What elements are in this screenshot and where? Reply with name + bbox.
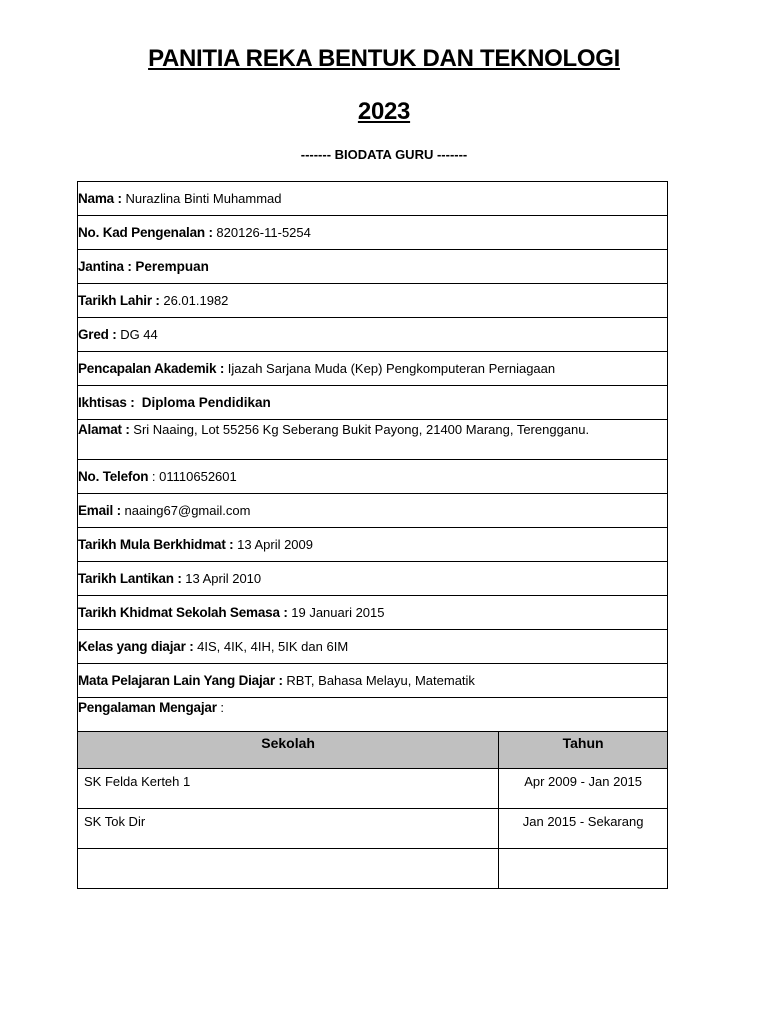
field-value: : 01110652601 (151, 468, 237, 484)
column-header-sekolah: Sekolah (78, 732, 499, 769)
section-subtitle: ------- BIODATA GURU ------- (300, 147, 468, 162)
field-label: Kelas yang diajar : (78, 638, 194, 654)
field-label: Email : (78, 502, 121, 518)
field-label: Tarikh Lantikan : (78, 570, 182, 586)
field-value: DG 44 (120, 326, 158, 342)
field-label: Mata Pelajaran Lain Yang Diajar : (78, 672, 283, 688)
field-label: Nama : (78, 190, 122, 206)
field-label: No. Kad Pengenalan : (78, 224, 213, 240)
field-value: Sri Naaing, Lot 55256 Kg Seberang Bukit Payong, 21400 Marang, Terengganu. (133, 422, 590, 437)
field-value: Ijazah Sarjana Muda (Kep) Pengkomputeran Perniagaan (227, 360, 556, 376)
cell-sekolah: SK Felda Kerteh 1 (78, 769, 499, 809)
field-label: Ikhtisas : (78, 394, 135, 410)
cell-sekolah (78, 849, 499, 889)
field-row-mula-berkhidmat (78, 528, 668, 562)
field-value: Nurazlina Binti Muhammad (125, 190, 282, 206)
field-row-telefon (78, 460, 668, 494)
field-row-alamat (78, 420, 668, 460)
page-year: 2023 (357, 98, 411, 125)
field-row-ikhtisas (78, 386, 668, 420)
cell-sekolah: SK Tok Dir (78, 809, 499, 849)
cell-tahun (499, 849, 668, 889)
column-header-tahun: Tahun (499, 732, 668, 769)
table-row (78, 849, 668, 889)
field-row-mata-pelajaran (78, 664, 668, 698)
field-row-kad-pengenalan (78, 216, 668, 250)
field-value: RBT, Bahasa Melayu, Matematik (286, 672, 475, 688)
field-label: Pencapalan Akademik : (78, 360, 225, 376)
field-label: Tarikh Khidmat Sekolah Semasa : (78, 604, 288, 620)
field-value: Diploma Pendidikan (141, 394, 271, 410)
page-title: PANITIA REKA BENTUK DAN TEKNOLOGI (148, 45, 620, 72)
field-label: Tarikh Lahir : (78, 292, 160, 308)
field-row-pencapaian (78, 352, 668, 386)
field-value: 13 April 2010 (185, 570, 262, 586)
field-label: Gred : (78, 326, 117, 342)
field-label: Alamat : (78, 422, 130, 437)
field-value: 4IS, 4IK, 4IH, 5IK dan 6IM (197, 638, 349, 654)
field-value: Perempuan (135, 258, 209, 274)
field-value: 19 Januari 2015 (291, 604, 385, 620)
biodata-table (77, 181, 668, 734)
experience-table (77, 731, 668, 889)
field-value: 820126-11-5254 (216, 224, 311, 240)
table-row (78, 769, 668, 809)
cell-tahun: Apr 2009 - Jan 2015 (499, 769, 668, 809)
field-row-email (78, 494, 668, 528)
field-value: 26.01.1982 (163, 292, 229, 308)
field-row-khidmat-semasa (78, 596, 668, 630)
field-row-tarikh-lahir (78, 284, 668, 318)
field-row-jantina (78, 250, 668, 284)
cell-tahun: Jan 2015 - Sekarang (499, 809, 668, 849)
field-label: Tarikh Mula Berkhidmat : (78, 536, 234, 552)
field-value: naaing67@gmail.com (124, 502, 251, 518)
field-row-gred (78, 318, 668, 352)
field-row-pengalaman (78, 698, 668, 734)
field-label: Jantina : (78, 258, 132, 274)
field-label: Pengalaman Mengajar (78, 700, 217, 715)
field-label: No. Telefon (78, 468, 149, 484)
field-row-nama (78, 182, 668, 216)
field-value: : (220, 700, 224, 715)
experience-header-row (78, 732, 668, 769)
field-row-kelas (78, 630, 668, 664)
table-row (78, 809, 668, 849)
field-row-lantikan (78, 562, 668, 596)
field-value: 13 April 2009 (237, 536, 314, 552)
